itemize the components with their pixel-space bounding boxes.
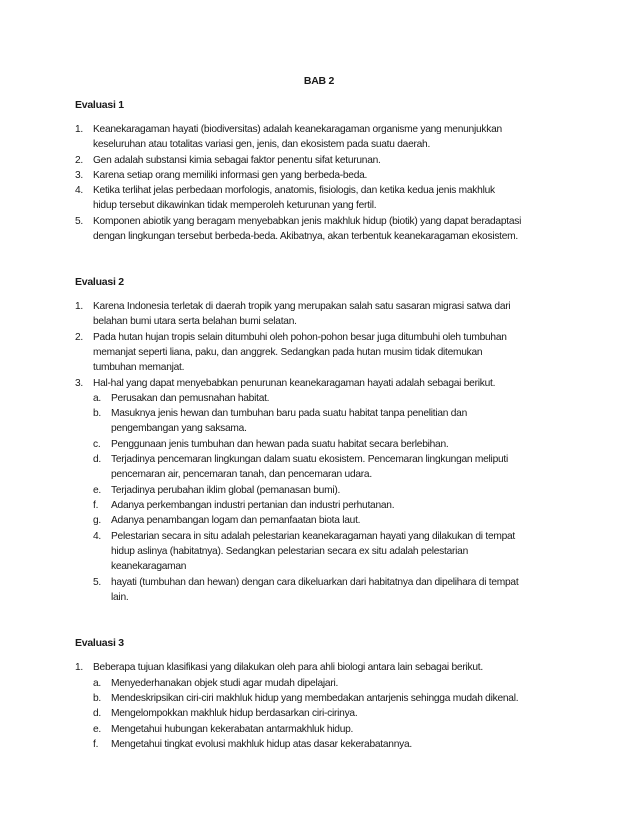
sub-list-item-text: Mendeskripsikan ciri-ciri makhluk hidup yang membedakan antarjenis sehingga mudah dikenal. <box>111 693 519 704</box>
list-number: 5. <box>75 216 83 227</box>
sub-list-item-text: hidup aslinya (habitatnya). Sedangkan pelestarian secara ex situ adalah pelestarian <box>111 546 468 557</box>
list-number: 2. <box>75 155 83 166</box>
list-item-text: Karena setiap orang memiliki informasi gen yang berbeda-beda. <box>93 170 368 181</box>
list-number: 2. <box>75 332 83 343</box>
sub-list-item-text: Mengetahui hubungan kekerabatan antarmakhluk hidup. <box>111 724 354 735</box>
list-item-text: keseluruhan atau totalitas variasi gen, jenis, dan ekosistem pada suatu daerah. <box>93 139 431 150</box>
section-heading-evaluasi-3: Evaluasi 3 <box>75 637 124 649</box>
sub-list-letter: e. <box>93 724 101 735</box>
sub-list-letter: e. <box>93 485 101 496</box>
sub-list-item-text: Terjadinya perubahan iklim global (pemanasan bumi). <box>111 485 341 496</box>
list-item-text: Keanekaragaman hayati (biodiversitas) adalah keanekaragaman organisme yang menunjukkan <box>93 124 502 135</box>
sub-list-letter: b. <box>93 693 101 704</box>
list-item-text: Hal-hal yang dapat menyebabkan penurunan keanekaragaman hayati adalah sebagai berikut. <box>93 378 496 389</box>
sub-list-letter: f. <box>93 500 99 511</box>
sub-list-letter: a. <box>93 678 101 689</box>
list-item-text: Gen adalah substansi kimia sebagai faktor penentu sifat keturunan. <box>93 155 381 166</box>
list-number: 3. <box>75 378 83 389</box>
sub-list-item-text: Terjadinya pencemaran lingkungan dalam suatu ekosistem. Pencemaran lingkungan meliputi <box>111 454 508 465</box>
sub-list-item-text: Adanya penambangan logam dan pemanfaatan biota laut. <box>111 515 361 526</box>
sub-list-item-text: hayati (tumbuhan dan hewan) dengan cara dikeluarkan dari habitatnya dan dipelihara di tempat <box>111 577 519 588</box>
sub-list-item-text: Menyederhanakan objek studi agar mudah dipelajari. <box>111 678 339 689</box>
sub-list-item-text: Masuknya jenis hewan dan tumbuhan baru pada suatu habitat tanpa penelitian dan <box>111 408 468 419</box>
sub-list-item-text: Mengelompokkan makhluk hidup berdasarkan ciri-cirinya. <box>111 708 358 719</box>
list-number: 3. <box>75 170 83 181</box>
sub-list-letter: c. <box>93 439 101 450</box>
list-item-text: tumbuhan memanjat. <box>93 362 185 373</box>
chapter-title: BAB 2 <box>303 75 335 87</box>
sub-list-number: 4. <box>93 531 101 542</box>
sub-list-letter: d. <box>93 708 101 719</box>
list-item-text: belahan bumi utara serta belahan bumi selatan. <box>93 316 297 327</box>
list-item-text: Beberapa tujuan klasifikasi yang dilakukan oleh para ahli biologi antara lain sebagai berikut. <box>93 662 483 673</box>
list-number: 1. <box>75 301 83 312</box>
list-item-text: Karena Indonesia terletak di daerah tropik yang merupakan salah satu sasaran migrasi satwa dari <box>93 301 511 312</box>
list-item-text: Ketika terlihat jelas perbedaan morfologis, anatomis, fisiologis, dan ketika kedua jenis makhluk <box>93 185 495 196</box>
list-number: 4. <box>75 185 83 196</box>
sub-list-item-text: lain. <box>111 592 129 603</box>
sub-list-item-text: Perusakan dan pemusnahan habitat. <box>111 393 270 404</box>
sub-list-item-text: Pelestarian secara in situ adalah pelestarian keanekaragaman hayati yang dilakukan di tempat <box>111 531 516 542</box>
sub-list-item-text: Adanya perkembangan industri pertanian dan industri perhutanan. <box>111 500 395 511</box>
list-item-text: hidup tersebut dikawinkan tidak memperoleh keturunan yang fertil. <box>93 200 377 211</box>
sub-list-letter: b. <box>93 408 101 419</box>
sub-list-item-text: Penggunaan jenis tumbuhan dan hewan pada suatu habitat secara berlebihan. <box>111 439 449 450</box>
sub-list-letter: d. <box>93 454 101 465</box>
sub-list-item-text: pengembangan yang saksama. <box>111 423 247 434</box>
sub-list-number: 5. <box>93 577 101 588</box>
section-heading-evaluasi-1: Evaluasi 1 <box>75 99 124 111</box>
sub-list-letter: f. <box>93 739 99 750</box>
list-item-text: dengan lingkungan tersebut berbeda-beda. Akibatnya, akan terbentuk keanekaragaman ekosistem. <box>93 231 518 242</box>
sub-list-letter: a. <box>93 393 101 404</box>
list-number: 1. <box>75 124 83 135</box>
section-heading-evaluasi-2: Evaluasi 2 <box>75 276 124 288</box>
list-item-text: Komponen abiotik yang beragam menyebabkan jenis makhluk hidup (biotik) yang dapat beradaptasi <box>93 216 522 227</box>
sub-list-item-text: keanekaragaman <box>111 561 187 572</box>
list-item-text: memanjat seperti liana, paku, dan anggrek. Sedangkan pada hutan musim tidak ditemukan <box>93 347 483 358</box>
sub-list-letter: g. <box>93 515 101 526</box>
sub-list-item-text: pencemaran air, pencemaran tanah, dan pencemaran udara. <box>111 469 372 480</box>
sub-list-item-text: Mengetahui tingkat evolusi makhluk hidup atas dasar kekerabatannya. <box>111 739 412 750</box>
list-item-text: Pada hutan hujan tropis selain ditumbuhi oleh pohon-pohon besar juga ditumbuhi oleh tumbuhan <box>93 332 507 343</box>
list-number: 1. <box>75 662 83 673</box>
